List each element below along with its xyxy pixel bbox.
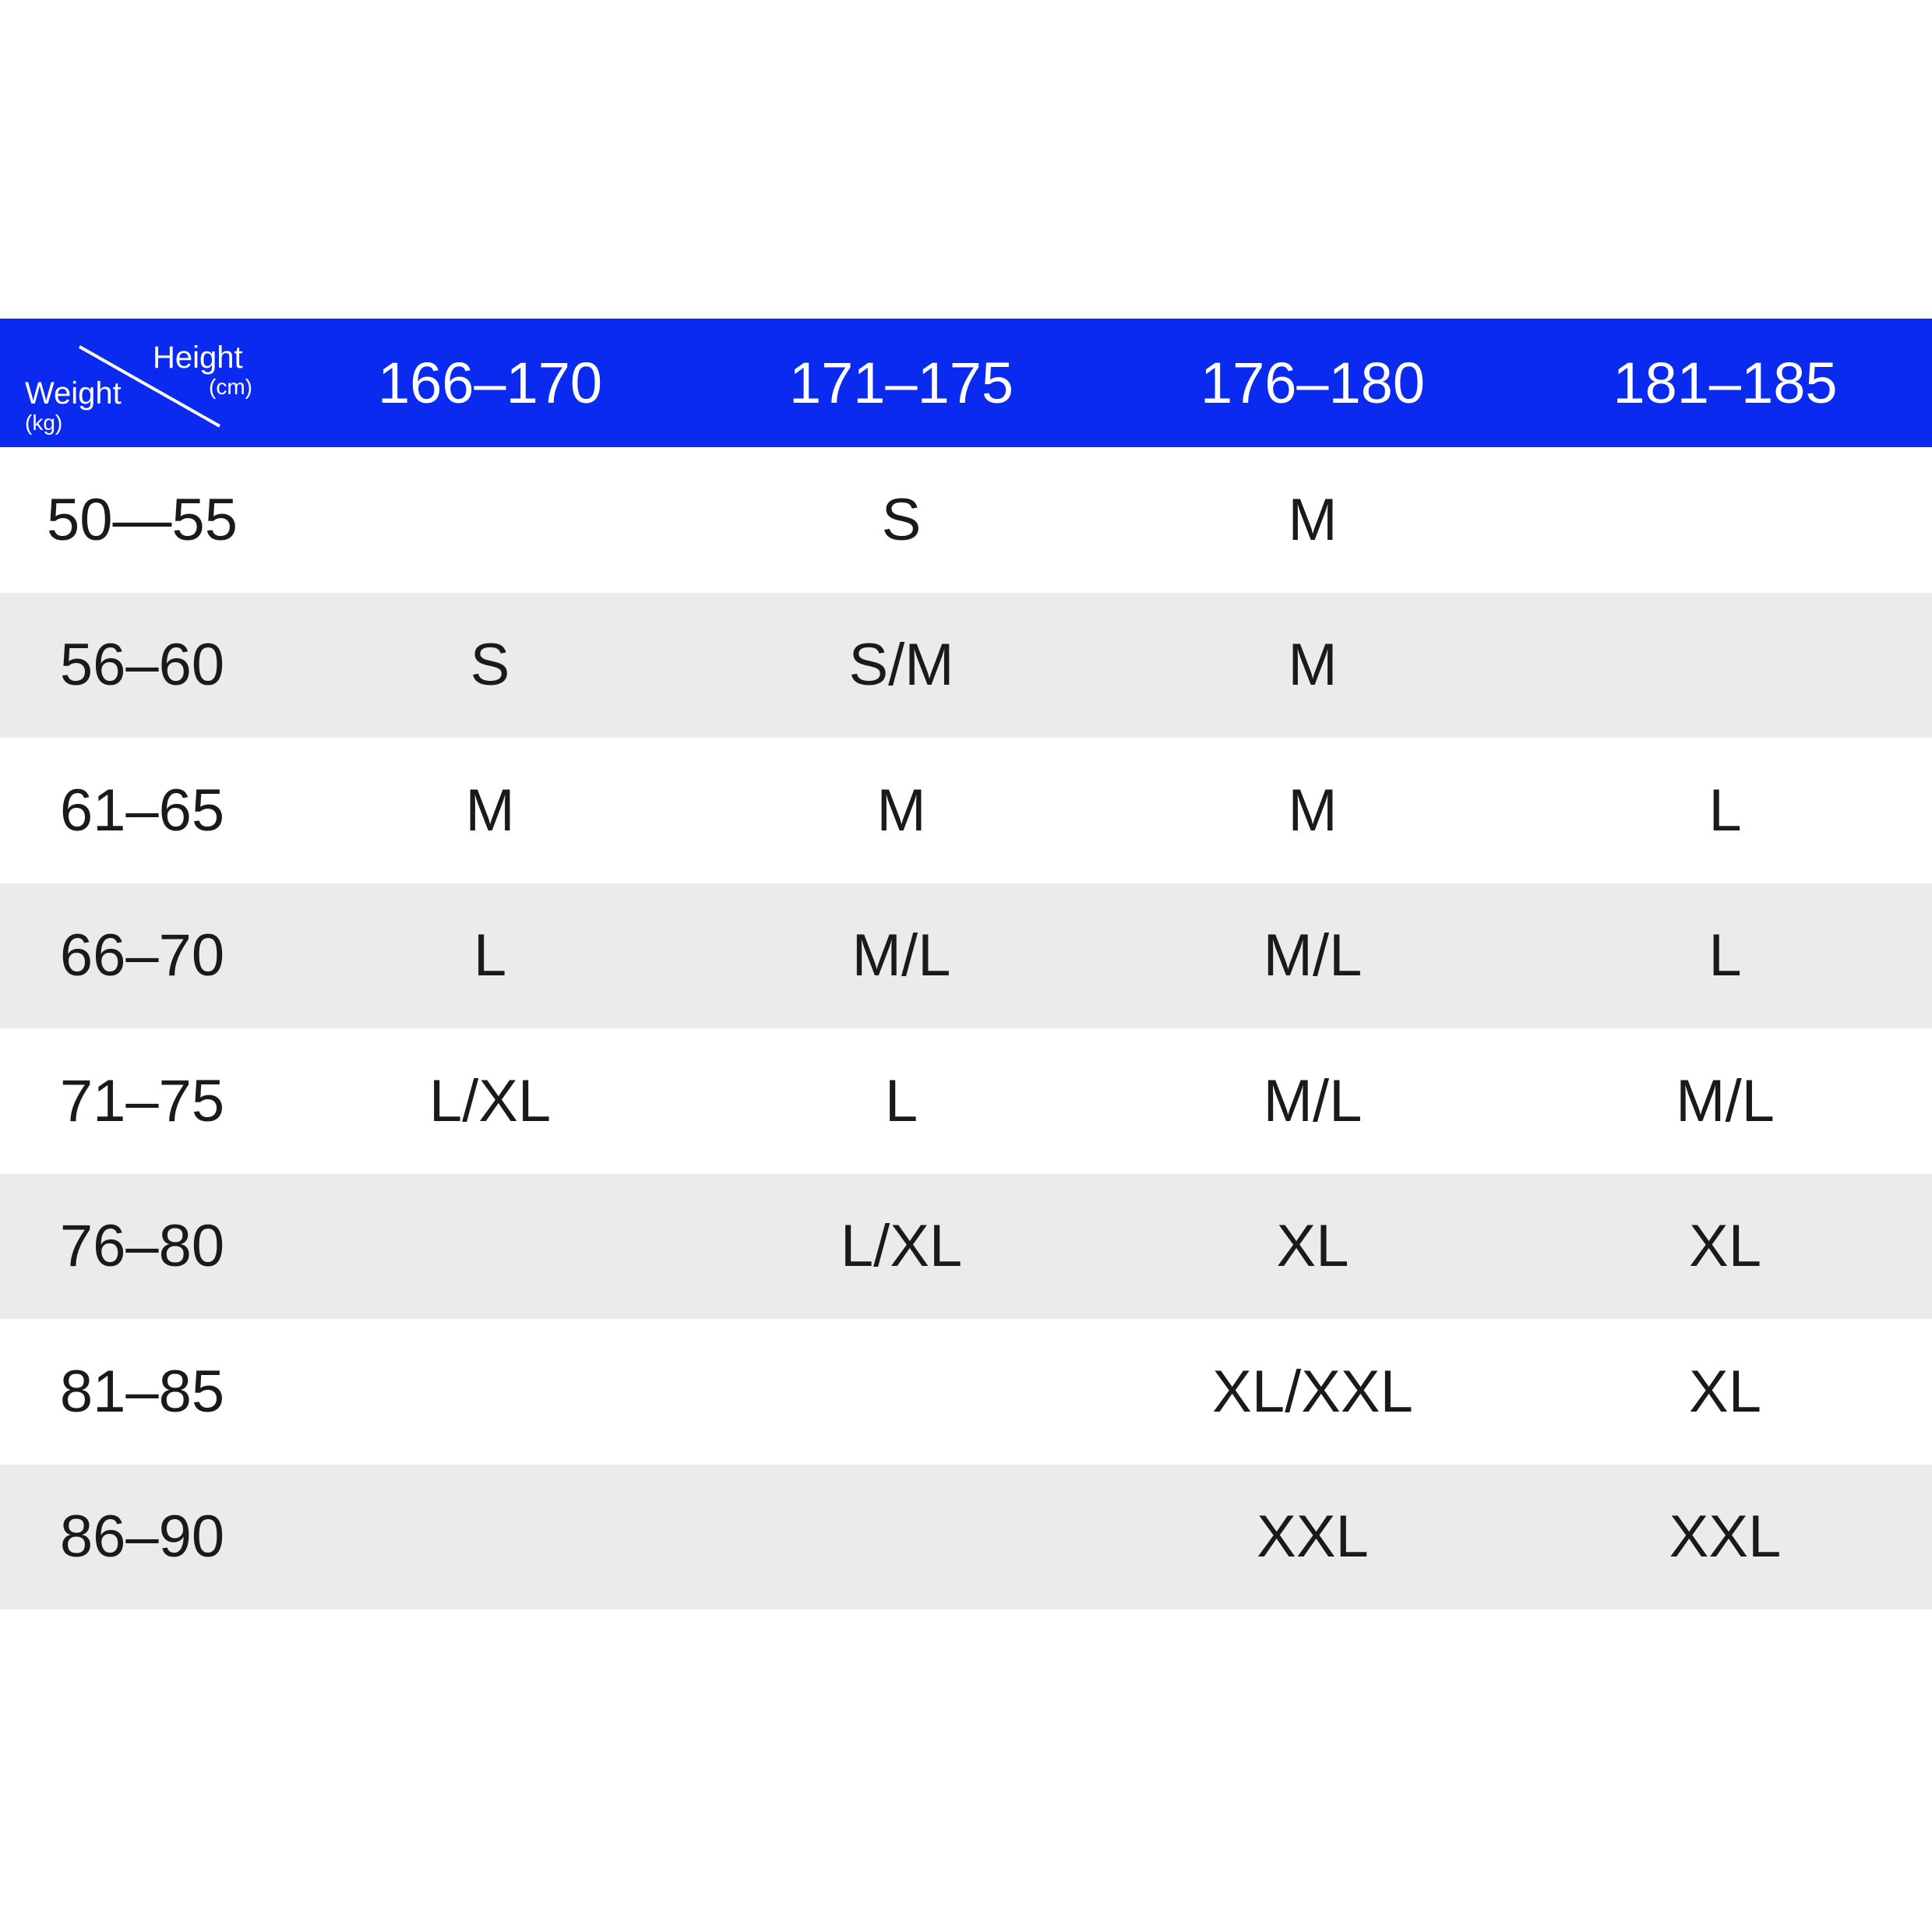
size-cell: M/L	[1676, 1067, 1775, 1134]
column-header: 171–175	[788, 351, 1014, 415]
size-cell: S	[881, 486, 922, 553]
size-cell: L	[473, 922, 507, 989]
table-row	[0, 1028, 1932, 1174]
size-cell	[284, 1465, 696, 1610]
size-cell: XXL	[1669, 1504, 1782, 1571]
weight-range-cell: 50—55	[46, 486, 238, 553]
column-header: 181–185	[1613, 351, 1838, 415]
weight-unit-label: (kg)	[25, 411, 63, 435]
weight-range-cell: 76–80	[59, 1213, 225, 1280]
table-row	[0, 1319, 1932, 1465]
size-cell: M	[876, 777, 926, 844]
size-cell: M/L	[851, 922, 951, 989]
table-row	[0, 447, 1932, 593]
size-cell: M	[465, 777, 515, 844]
header-row	[0, 319, 1932, 447]
height-label: Height	[153, 340, 243, 375]
size-cell	[1518, 447, 1932, 593]
weight-range-cell: 61–65	[59, 777, 225, 844]
table-row	[0, 738, 1932, 883]
weight-range-cell: 81–85	[59, 1358, 225, 1425]
table-row	[0, 1465, 1932, 1610]
corner-header-cell	[0, 319, 284, 447]
weight-range-cell: 86–90	[59, 1504, 225, 1571]
size-cell: L	[1708, 922, 1742, 989]
table-row	[0, 883, 1932, 1029]
column-header: 166–170	[377, 351, 603, 415]
column-header: 176–180	[1200, 351, 1426, 415]
table-row	[0, 593, 1932, 739]
size-cell: L/XL	[840, 1213, 963, 1280]
size-cell: S/M	[848, 632, 954, 699]
weight-range-cell: 71–75	[59, 1067, 225, 1134]
weight-range-cell: 66–70	[59, 922, 225, 989]
size-cell	[284, 1174, 696, 1320]
weight-range-cell: 56–60	[59, 632, 225, 699]
size-cell: M/L	[1263, 922, 1363, 989]
size-cell: M	[1288, 632, 1338, 699]
size-cell	[284, 1319, 696, 1465]
table-row	[0, 1174, 1932, 1320]
size-chart-table	[0, 319, 1932, 1609]
size-cell: XL/XXL	[1212, 1358, 1413, 1425]
size-cell	[1518, 593, 1932, 739]
height-unit-label: (cm)	[209, 375, 252, 399]
size-cell: XL	[1276, 1213, 1349, 1280]
size-cell	[284, 447, 696, 593]
size-cell: S	[470, 632, 510, 699]
size-cell	[696, 1319, 1107, 1465]
size-cell: L	[884, 1067, 918, 1134]
size-cell: L	[1708, 777, 1742, 844]
size-cell: M	[1288, 777, 1338, 844]
size-cell: M/L	[1263, 1067, 1363, 1134]
size-cell: L/XL	[428, 1067, 552, 1134]
size-cell	[696, 1465, 1107, 1610]
size-cell: XXL	[1257, 1504, 1369, 1571]
size-cell: XL	[1689, 1213, 1761, 1280]
size-cell: M	[1288, 486, 1338, 553]
size-cell: XL	[1689, 1358, 1761, 1425]
weight-label: Weight	[25, 376, 122, 411]
